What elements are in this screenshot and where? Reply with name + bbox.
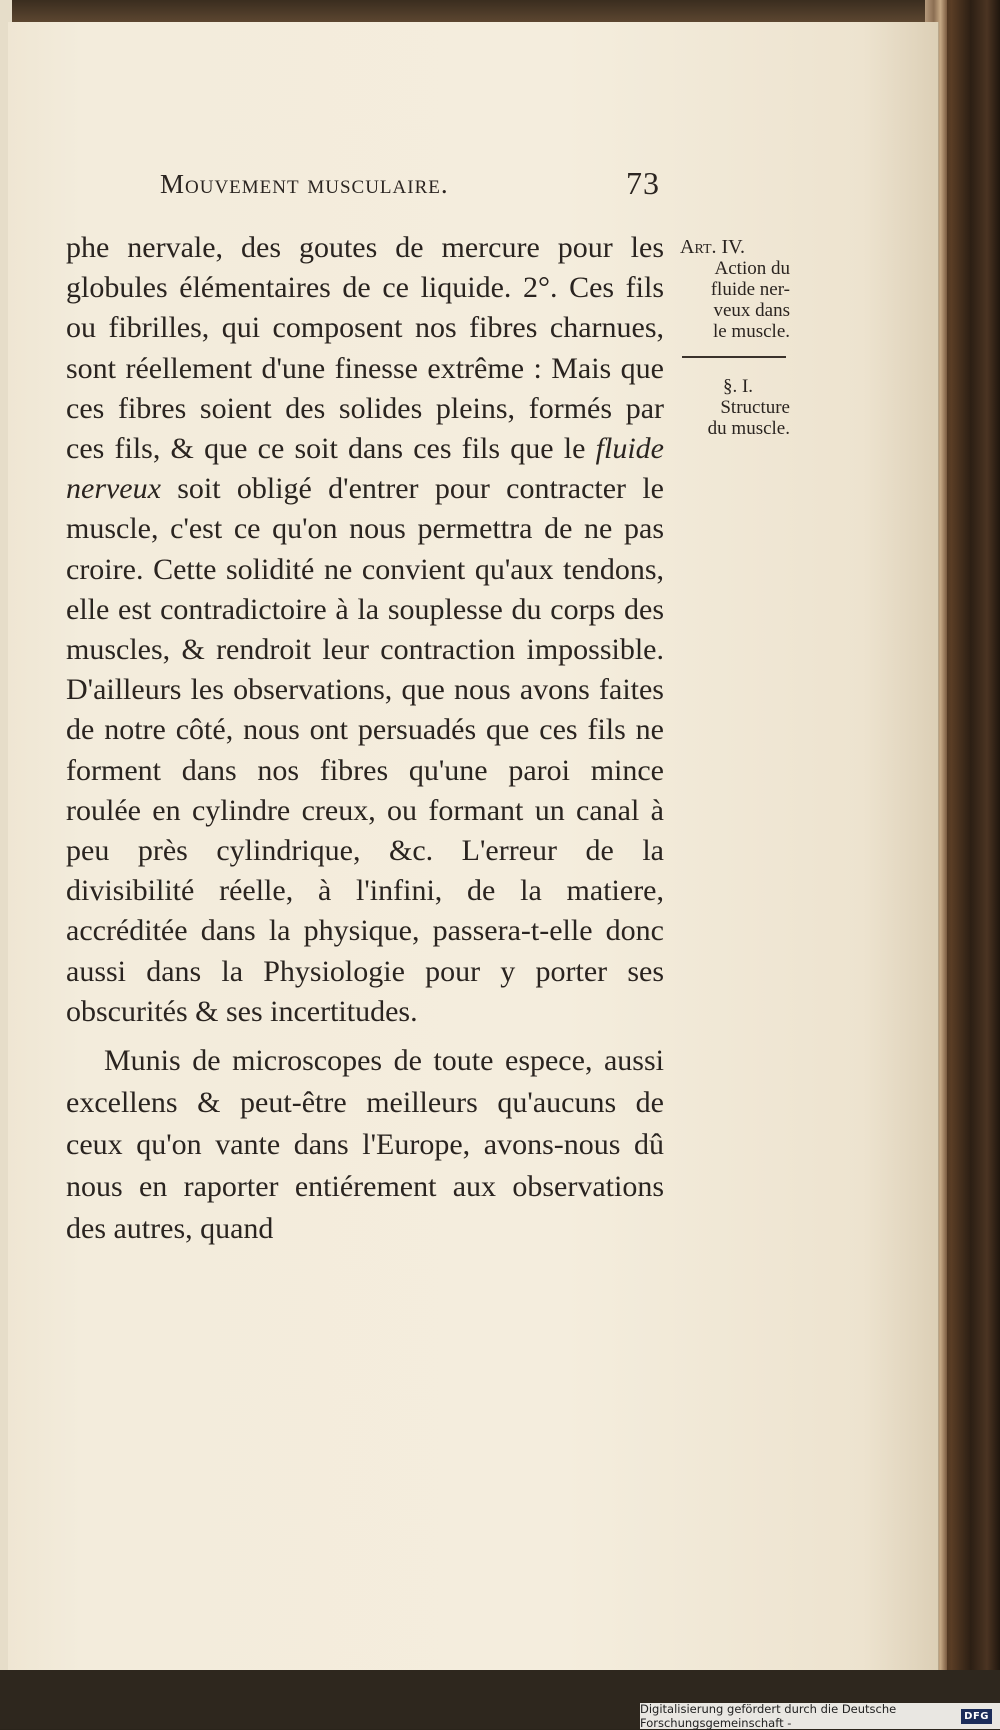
footer-credit: Digitalisierung gefördert durch die Deutsche Forschungsgemeinschaft -	[640, 1702, 897, 1730]
paragraph-1-text-a: phe nervale, des goutes de mercure pour les globules élémentaires de ce liquide. 2°. Ces fils ou fibrilles, qui composent nos fibres charnues, sont réellement d'une finesse extrême : Mais que ces fibres soient des solides pleins, formés par ces fils, & que ce soit dans ces fils que le	[66, 231, 664, 466]
marginal-article-line-3: veux dans	[713, 300, 790, 321]
marginal-notes	[670, 237, 790, 439]
marginal-article-line-2: fluide ner-	[710, 279, 790, 300]
digitization-footer	[640, 1703, 1000, 1729]
paragraph-1	[66, 228, 664, 1032]
marginal-article: Art. IV.	[680, 236, 746, 258]
page-header	[160, 165, 660, 209]
marginal-article-line-4: le muscle.	[712, 321, 790, 342]
main-text	[66, 228, 664, 1250]
dfg-logo-icon: DFG	[961, 1709, 992, 1724]
paragraph-2: Munis de microscopes de toute espece, aussi excellens & peut-être meilleurs qu'aucuns de ceux qu'on vante dans l'Europe, avons-nous dû nous en raporter entiérement aux observations des autres, quand	[66, 1044, 664, 1246]
marginal-section-line-2: du muscle.	[707, 418, 790, 439]
running-head: Mouvement musculaire.	[160, 169, 449, 199]
marginal-section-line-1: Structure	[720, 397, 790, 418]
marginal-rule	[682, 356, 786, 358]
marginal-article-line-1: Action du	[714, 258, 790, 279]
page-number: 73	[626, 165, 660, 201]
paragraph-1-italic: fluide nerveux	[66, 432, 664, 506]
paragraph-1-text-b: soit obligé d'entrer pour contracter le muscle, c'est ce qu'on nous permettra de ne pas croire. Cette solidité ne convient qu'aux tendons, elle est contradictoire à la souplesse du corps des muscles, & rendroit leur contraction impossible. D'ailleurs les observations, que nous avons faites de notre côté, nous ont persuadés que ces fils ne forment dans nos fibres qu'une paroi mince roulée en cylindre creux, ou formant un canal à peu près cylindrique, &c. L'erreur de la divisibilité réelle, à l'infini, de la matiere, accréditée dans la physique, passera-t-elle donc aussi dans la Physiologie pour y porter ses obscurités & ses incertitudes.	[66, 472, 664, 1028]
marginal-section-mark: §. I.	[722, 376, 754, 397]
scan-top-border	[0, 0, 1000, 22]
